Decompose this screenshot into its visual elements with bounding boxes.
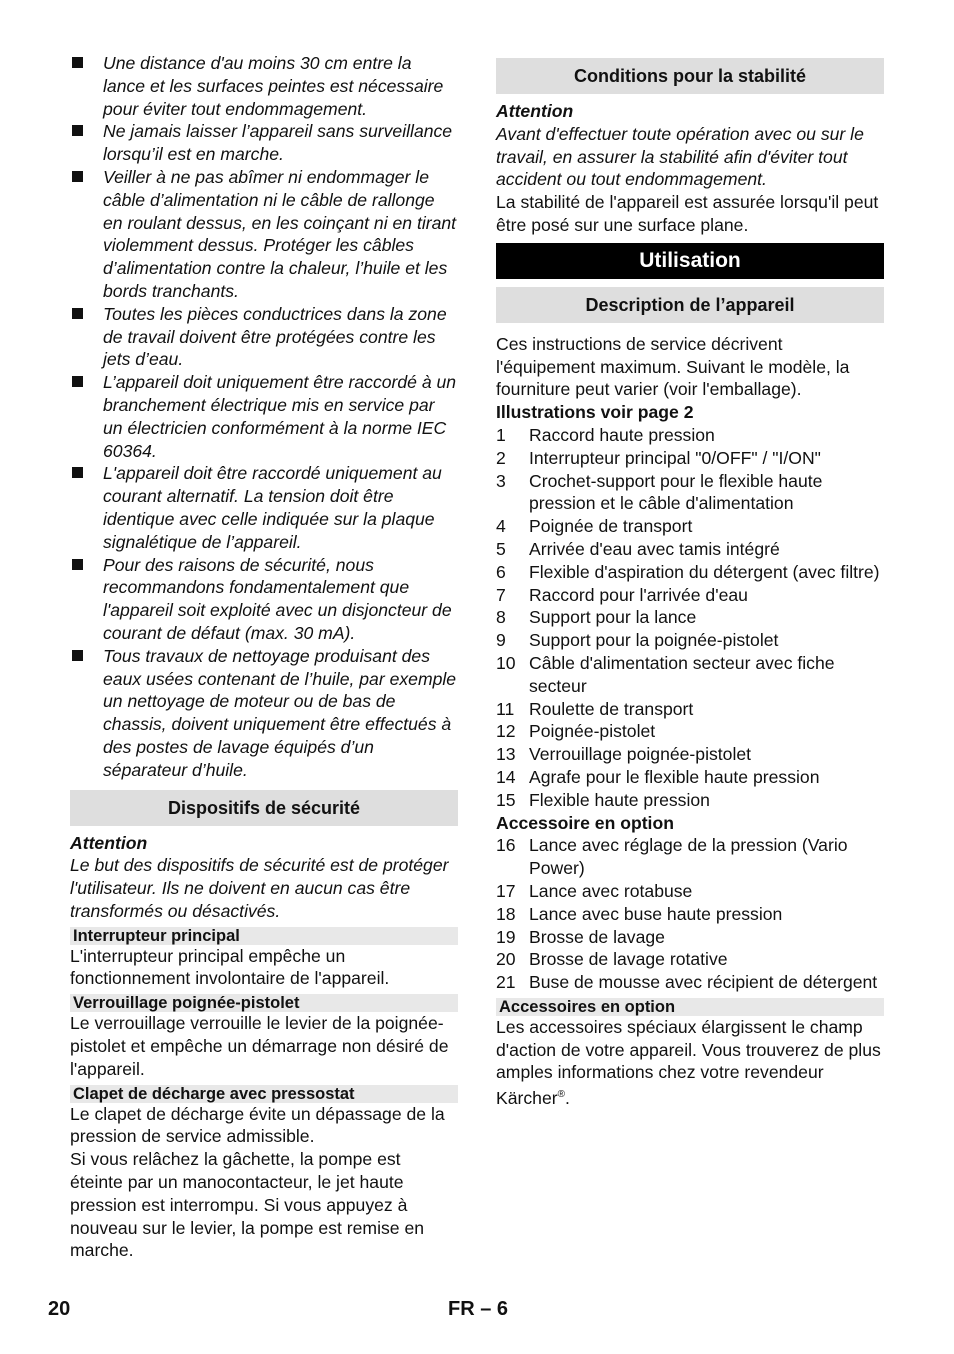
item-text: Arrivée d'eau avec tamis intégré [529, 538, 780, 559]
page-number: 20 [48, 1298, 71, 1320]
attention-label: Attention [70, 832, 148, 853]
main-switch-heading: Interrupteur principal [70, 927, 458, 945]
item-text: Poignée-pistolet [529, 721, 656, 742]
item-number: 7 [496, 584, 506, 605]
item-number: 4 [496, 516, 506, 537]
item-number: 14 [496, 766, 516, 787]
item-number: 15 [496, 789, 516, 810]
device-description-heading: Description de l’appareil [496, 287, 884, 323]
item-number: 17 [496, 880, 516, 901]
relief-valve-heading: Clapet de décharge avec pressostat [70, 1085, 458, 1103]
item-text: Lance avec buse haute pression [529, 903, 783, 924]
item-number: 19 [496, 926, 516, 947]
chapter-heading: Utilisation [496, 243, 884, 279]
section-code: FR – 6 [448, 1298, 509, 1320]
item-text: Verrouillage poignée-pistolet [529, 744, 752, 765]
right-column [496, 52, 884, 1110]
list-item [496, 880, 884, 903]
list-item: Tous travaux de nettoyage produisant des eaux usées contenant de l’huile, par exemple un nettoyage de moteur ou de bas de chassis, doivent uniquement être effectués à des postes de lavage équipés d’un séparateur d’huile. [70, 645, 458, 782]
item-text: Lance avec rotabuse [529, 880, 693, 901]
list-item [496, 834, 884, 880]
item-text: Interrupteur principal "0/OFF" / "I/ON" [529, 447, 821, 468]
square-bullet-icon [72, 650, 83, 661]
square-bullet-icon [72, 467, 83, 478]
item-number: 21 [496, 972, 516, 993]
stability-heading: Conditions pour la stabilité [496, 58, 884, 94]
description-intro: Ces instructions de service décrivent l'équipement maximum. Suivant le modèle, la fourniture peut varier (voir l'emballage). [496, 333, 850, 400]
item-number: 8 [496, 607, 506, 628]
list-item [496, 606, 884, 629]
item-text: Raccord haute pression [529, 424, 715, 445]
list-item: Toutes les pièces conductrices dans la zone de travail doivent être protégées contre les jets d’eau. [70, 303, 458, 371]
left-column [70, 52, 458, 1262]
list-item [496, 561, 884, 584]
list-item [496, 743, 884, 766]
list-item [496, 903, 884, 926]
list-item [496, 720, 884, 743]
list-item: L’appareil doit uniquement être raccordé à un branchement électrique mis en service par un électricien conformément à la norme IEC 60364. [70, 371, 458, 462]
optional-accessory-heading: Accessoire en option [496, 812, 674, 833]
item-number: 10 [496, 652, 516, 673]
item-number: 9 [496, 630, 506, 651]
square-bullet-icon [72, 559, 83, 570]
item-text: Flexible d'aspiration du détergent (avec filtre) [529, 561, 880, 582]
attention-text: Le but des dispositifs de sécurité est de protéger l'utilisateur. Ils ne doivent en aucun cas être transformés ou désactivés. [70, 855, 449, 921]
relief-valve-text: Le clapet de décharge évite un dépassage de la pression de service admissible. [70, 1103, 445, 1147]
item-number: 18 [496, 903, 516, 924]
item-number: 5 [496, 538, 506, 559]
item-text: Flexible haute pression [529, 789, 710, 810]
square-bullet-icon [72, 171, 83, 182]
parts-list [496, 424, 884, 812]
item-number: 6 [496, 561, 506, 582]
item-text: Poignée de transport [529, 516, 693, 537]
accessories-heading: Accessoires en option [496, 998, 884, 1016]
list-item [496, 447, 884, 470]
item-text: Brosse de lavage rotative [529, 949, 728, 970]
list-item: Veiller à ne pas abîmer ni endommager le câble d’alimentation ni le câble de rallonge en roulant dessus, en les coinçant ni en tirant violemment dessus. Protéger les câbles d’alimentation contre la chaleur, l’huile et les bords tranchants. [70, 166, 458, 303]
relief-valve-text-2: Si vous relâchez la gâchette, la pompe est éteinte par un manocontacteur, le jet haute pression est interrompu. Si vous appuyez à nouveau sur le levier, la pompe est remise en marche. [70, 1149, 425, 1261]
item-text: Raccord pour l'arrivée d'eau [529, 584, 748, 605]
list-item: Pour des raisons de sécurité, nous recommandons fondamentalement que l'appareil soit exploité avec un disjoncteur de courant de défaut (max. 30 mA). [70, 554, 458, 645]
attention-text: Avant d'effectuer toute opération avec ou sur le travail, en assurer la stabilité afin d'éviter tout accident ou tout endommagement. [496, 123, 864, 190]
item-number: 16 [496, 835, 516, 856]
list-item [496, 971, 884, 994]
item-text: Brosse de lavage [529, 926, 665, 947]
list-item [496, 538, 884, 561]
square-bullet-icon [72, 57, 83, 68]
list-item [496, 766, 884, 789]
item-number: 2 [496, 447, 506, 468]
safety-bullet-list [70, 52, 458, 782]
accessories-text: Les accessoires spéciaux élargissent le champ d'action de votre appareil. Vous trouverez de plus amples informations chez votre revendeur Kärcher®. [496, 1016, 881, 1109]
illustrations-note: Illustrations voir page 2 [496, 402, 694, 423]
item-text: Câble d'alimentation secteur avec fiche secteur [529, 652, 835, 696]
square-bullet-icon [72, 308, 83, 319]
item-number: 3 [496, 470, 506, 491]
item-text: Crochet-support pour le flexible haute pression et le câble d'alimentation [529, 470, 823, 514]
item-number: 12 [496, 721, 516, 742]
list-item [496, 629, 884, 652]
item-number: 1 [496, 424, 506, 445]
list-item: L'appareil doit être raccordé uniquement au courant alternatif. La tension doit être identique avec celle indiquée sur la plaque signalétique de l’appareil. [70, 462, 458, 553]
list-item [496, 948, 884, 971]
list-item [496, 470, 884, 516]
item-number: 13 [496, 744, 516, 765]
registered-mark: ® [557, 1089, 565, 1101]
list-item [496, 515, 884, 538]
item-number: 20 [496, 949, 516, 970]
optional-accessory-list [496, 834, 884, 994]
safety-devices-heading: Dispositifs de sécurité [70, 790, 458, 826]
square-bullet-icon [72, 376, 83, 387]
main-switch-text: L'interrupteur principal empêche un fonctionnement involontaire de l'appareil. [70, 945, 390, 989]
list-item [496, 926, 884, 949]
list-item [496, 652, 884, 698]
list-item [496, 789, 884, 812]
trigger-lock-heading: Verrouillage poignée-pistolet [70, 994, 458, 1012]
list-item: Ne jamais laisser l’appareil sans surveillance lorsqu’il est en marche. [70, 120, 458, 166]
attention-label: Attention [496, 101, 574, 121]
list-item [496, 584, 884, 607]
trigger-lock-text: Le verrouillage verrouille le levier de la poignée-pistolet et empêche un démarrage non désiré de l'appareil. [70, 1013, 449, 1079]
item-text: Agrafe pour le flexible haute pression [529, 766, 820, 787]
list-item [496, 698, 884, 721]
stability-text: La stabilité de l'appareil est assurée lorsqu'il peut être posé sur une surface plane. [496, 192, 879, 235]
list-item: Une distance d'au moins 30 cm entre la lance et les surfaces peintes est nécessaire pour éviter tout endommagement. [70, 52, 458, 120]
item-number: 11 [496, 698, 515, 719]
item-text: Support pour la poignée-pistolet [529, 630, 779, 651]
item-text: Lance avec réglage de la pression (Vario Power) [529, 835, 848, 879]
item-text: Support pour la lance [529, 607, 697, 628]
item-text: Buse de mousse avec récipient de détergent [529, 972, 878, 993]
list-item [496, 424, 884, 447]
square-bullet-icon [72, 125, 83, 136]
item-text: Roulette de transport [529, 698, 694, 719]
